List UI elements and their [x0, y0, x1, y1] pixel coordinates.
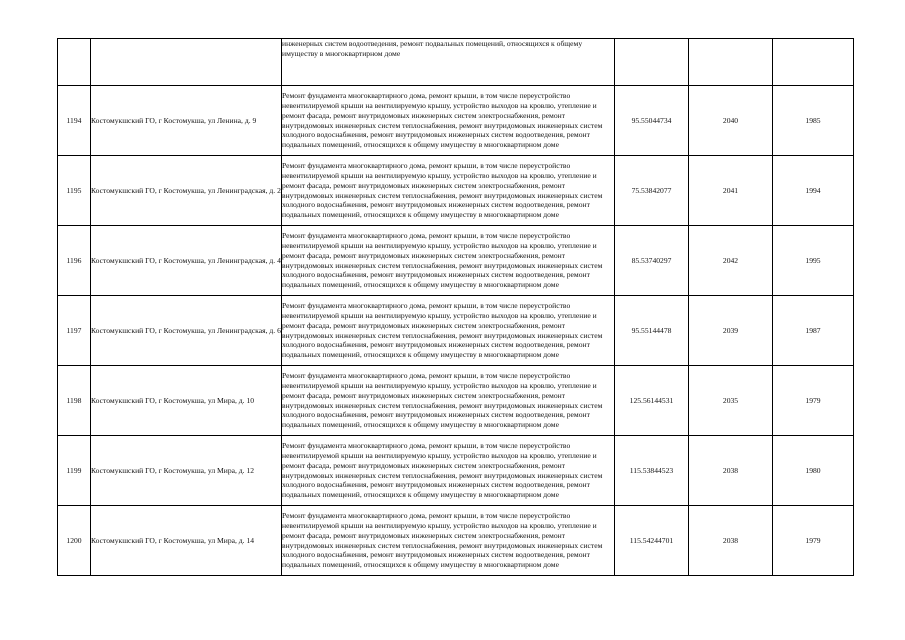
address-cell: Костомукшский ГО, г Костомукша, ул Мира, д. 12: [91, 436, 282, 506]
build-year-cell: 1995: [773, 226, 854, 296]
works-cell: Ремонт фундамента многоквартирного дома, ремонт крыши, в том числе переустройство невентилируемой крыши на вентилируемую крышу, устройство выходов на кровлю, утепление и ремонт фасада, ремонт внутридомовых инженерных систем электроснабжения, ремонт внутридомовых инженерных систем теплоснабжения, ремонт внутридомовых инженерных систем холодного водоснабжения, ремонт внутридомовых инженерных систем водоотведения, ремонт подвальных помещений, относящихся к общему имуществу в многоквартирном доме: [282, 226, 615, 296]
table-row: [58, 296, 854, 366]
build-year-cell: 1985: [773, 86, 854, 156]
row-number-cell: 1199: [58, 436, 91, 506]
build-year-cell: 1979: [773, 506, 854, 576]
address-cell: Костомукшский ГО, г Костомукша, ул Ленинградская, д. 2: [91, 156, 282, 226]
cost-cell: 85.53740297: [615, 226, 689, 296]
table-row: [58, 436, 854, 506]
table-row: [58, 226, 854, 296]
cost-cell: 115.54244701: [615, 506, 689, 576]
build-year-cell: 1994: [773, 156, 854, 226]
planned-year-cell: 2039: [689, 296, 773, 366]
address-cell: Костомукшский ГО, г Костомукша, ул Мира, д. 10: [91, 366, 282, 436]
cost-cell: 115.53844523: [615, 436, 689, 506]
works-cell: Ремонт фундамента многоквартирного дома, ремонт крыши, в том числе переустройство невентилируемой крыши на вентилируемую крышу, устройство выходов на кровлю, утепление и ремонт фасада, ремонт внутридомовых инженерных систем электроснабжения, ремонт внутридомовых инженерных систем теплоснабжения, ремонт внутридомовых инженерных систем холодного водоснабжения, ремонт внутридомовых инженерных систем водоотведения, ремонт подвальных помещений, относящихся к общему имуществу в многоквартирном доме: [282, 436, 615, 506]
row-number-cell: 1197: [58, 296, 91, 366]
works-cell: Ремонт фундамента многоквартирного дома, ремонт крыши, в том числе переустройство невентилируемой крыши на вентилируемую крышу, устройство выходов на кровлю, утепление и ремонт фасада, ремонт внутридомовых инженерных систем электроснабжения, ремонт внутридомовых инженерных систем теплоснабжения, ремонт внутридомовых инженерных систем холодного водоснабжения, ремонт внутридомовых инженерных систем водоотведения, ремонт подвальных помещений, относящихся к общему имуществу в многоквартирном доме: [282, 156, 615, 226]
works-cell: Ремонт фундамента многоквартирного дома, ремонт крыши, в том числе переустройство невентилируемой крыши на вентилируемую крышу, устройство выходов на кровлю, утепление и ремонт фасада, ремонт внутридомовых инженерных систем электроснабжения, ремонт внутридомовых инженерных систем теплоснабжения, ремонт внутридомовых инженерных систем холодного водоснабжения, ремонт внутридомовых инженерных систем водоотведения, ремонт подвальных помещений, относящихся к общему имуществу в многоквартирном доме: [282, 86, 615, 156]
row-number-cell: 1196: [58, 226, 91, 296]
cost-cell: 95.55144478: [615, 296, 689, 366]
planned-year-cell: 2041: [689, 156, 773, 226]
row-number-cell: 1195: [58, 156, 91, 226]
works-cell: инженерных систем водоотведения, ремонт подвальных помещений, относящихся к общему имуществу в многоквартирном доме: [282, 39, 615, 86]
works-cell: Ремонт фундамента многоквартирного дома, ремонт крыши, в том числе переустройство невентилируемой крыши на вентилируемую крышу, устройство выходов на кровлю, утепление и ремонт фасада, ремонт внутридомовых инженерных систем электроснабжения, ремонт внутридомовых инженерных систем теплоснабжения, ремонт внутридомовых инженерных систем холодного водоснабжения, ремонт внутридомовых инженерных систем водоотведения, ремонт подвальных помещений, относящихся к общему имуществу в многоквартирном доме: [282, 296, 615, 366]
row-number-cell: 1194: [58, 86, 91, 156]
address-cell: Костомукшский ГО, г Костомукша, ул Мира, д. 14: [91, 506, 282, 576]
build-year-cell: 1987: [773, 296, 854, 366]
build-year-cell: 1979: [773, 366, 854, 436]
planned-year-cell: [689, 39, 773, 86]
build-year-cell: [773, 39, 854, 86]
planned-year-cell: 2042: [689, 226, 773, 296]
planned-year-cell: 2038: [689, 506, 773, 576]
table-row: [58, 156, 854, 226]
table-row-continued: [58, 39, 854, 86]
cost-cell: [615, 39, 689, 86]
planned-year-cell: 2035: [689, 366, 773, 436]
cost-cell: 95.55044734: [615, 86, 689, 156]
repair-register-table: [57, 38, 854, 576]
cost-cell: 75.53842077: [615, 156, 689, 226]
planned-year-cell: 2038: [689, 436, 773, 506]
cost-cell: 125.56144531: [615, 366, 689, 436]
row-number-cell: 1198: [58, 366, 91, 436]
address-cell: [91, 39, 282, 86]
row-number-cell: [58, 39, 91, 86]
address-cell: Костомукшский ГО, г Костомукша, ул Ленинградская, д. 6: [91, 296, 282, 366]
table-row: [58, 366, 854, 436]
address-cell: Костомукшский ГО, г Костомукша, ул Ленинградская, д. 4: [91, 226, 282, 296]
address-cell: Костомукшский ГО, г Костомукша, ул Ленина, д. 9: [91, 86, 282, 156]
works-cell: Ремонт фундамента многоквартирного дома, ремонт крыши, в том числе переустройство невентилируемой крыши на вентилируемую крышу, устройство выходов на кровлю, утепление и ремонт фасада, ремонт внутридомовых инженерных систем электроснабжения, ремонт внутридомовых инженерных систем теплоснабжения, ремонт внутридомовых инженерных систем холодного водоснабжения, ремонт внутридомовых инженерных систем водоотведения, ремонт подвальных помещений, относящихся к общему имуществу в многоквартирном доме: [282, 366, 615, 436]
build-year-cell: 1980: [773, 436, 854, 506]
table-row: [58, 86, 854, 156]
table-row: [58, 506, 854, 576]
row-number-cell: 1200: [58, 506, 91, 576]
planned-year-cell: 2040: [689, 86, 773, 156]
works-cell: Ремонт фундамента многоквартирного дома, ремонт крыши, в том числе переустройство невентилируемой крыши на вентилируемую крышу, устройство выходов на кровлю, утепление и ремонт фасада, ремонт внутридомовых инженерных систем электроснабжения, ремонт внутридомовых инженерных систем теплоснабжения, ремонт внутридомовых инженерных систем холодного водоснабжения, ремонт внутридомовых инженерных систем водоотведения, ремонт подвальных помещений, относящихся к общему имуществу в многоквартирном доме: [282, 506, 615, 576]
